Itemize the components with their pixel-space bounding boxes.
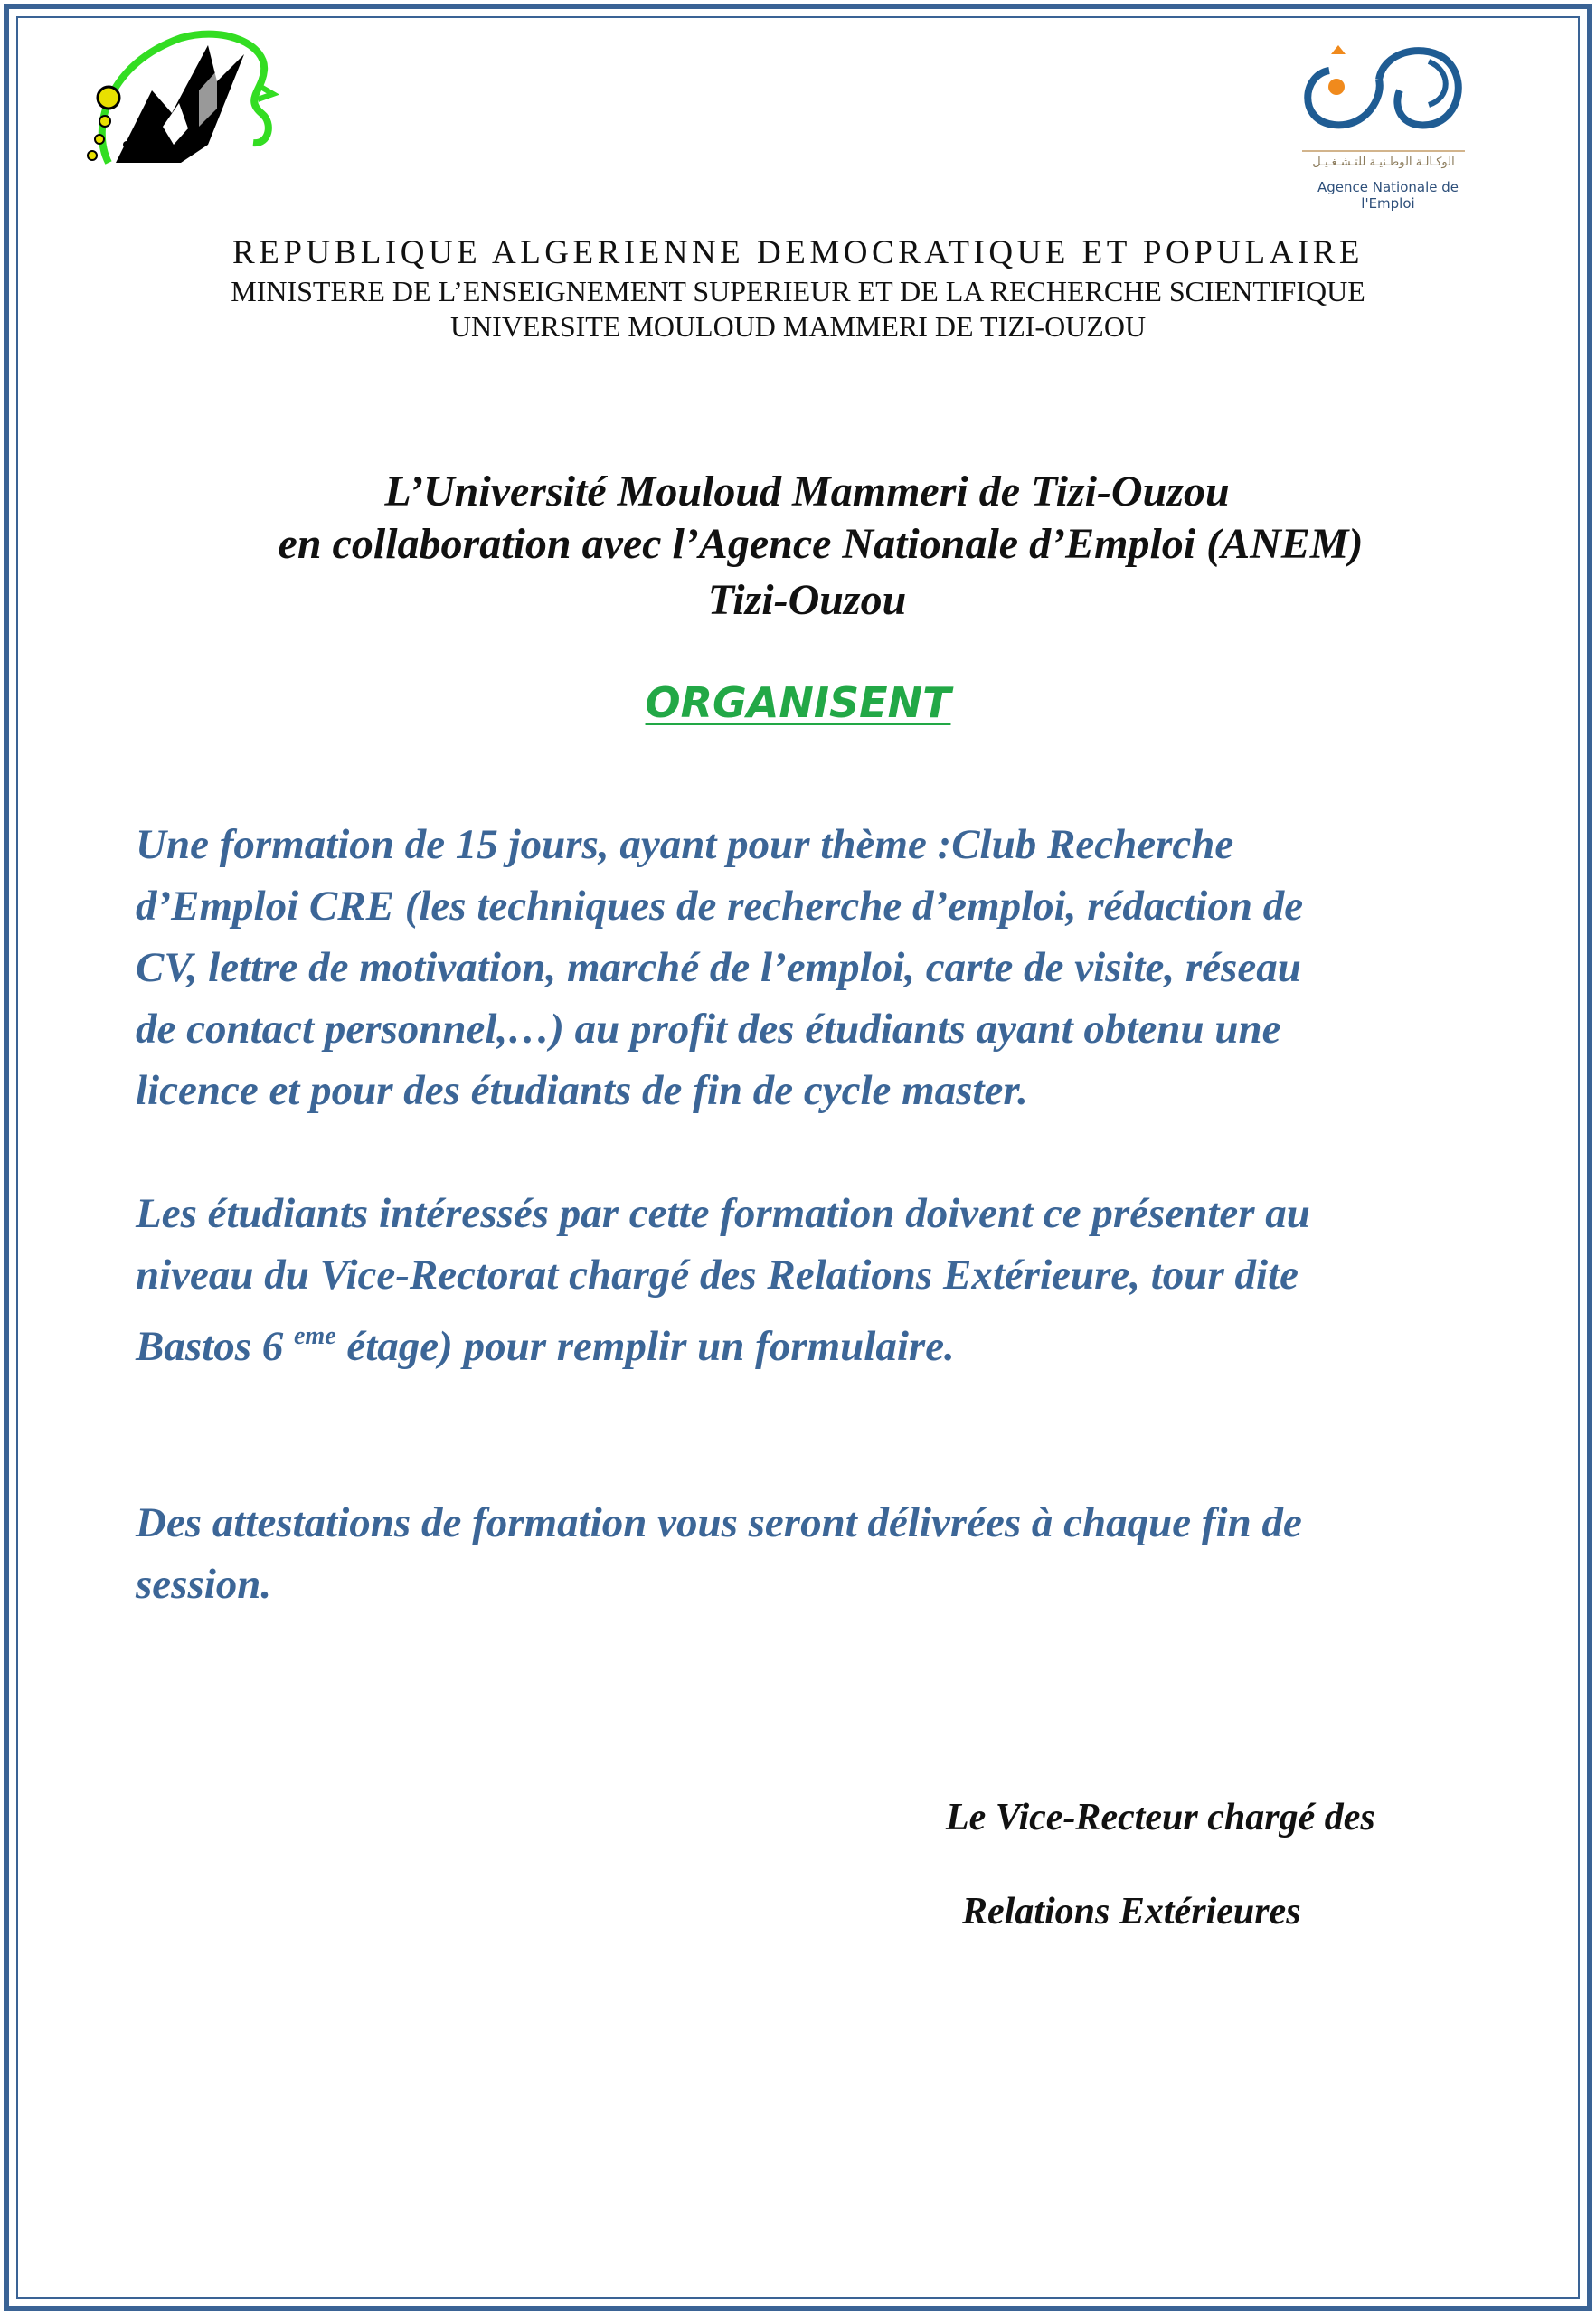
paragraph-certificates — [136, 1492, 1302, 1615]
anem-arabic-name: الوكـالـة الوطـنيـة للتـشـغـيـل — [1312, 156, 1455, 169]
paragraph-registration — [136, 1183, 1310, 1377]
title-line-3: Tizi-Ouzou — [707, 576, 907, 624]
paragraph-line: niveau du Vice-Rectorat chargé des Relations Extérieure, tour dite — [136, 1252, 1299, 1299]
paragraph-line: Les étudiants intéressés par cette formation doivent ce présenter au — [136, 1190, 1310, 1237]
paragraph-line: Une formation de 15 jours, ayant pour thème :Club Recherche — [136, 821, 1234, 868]
anem-caption: Agence Nationale de l'Emploi — [1317, 179, 1459, 212]
floor-text: Bastos 6 — [136, 1323, 284, 1370]
paragraph-line: Des attestations de formation vous seront délivrées à chaque fin de — [136, 1499, 1302, 1546]
university-emblem-icon — [72, 27, 280, 181]
title-line-1: L’Université Mouloud Mammeri de Tizi-Ouzou — [384, 468, 1230, 515]
paragraph-line — [136, 1306, 1310, 1377]
header-republic: REPUBLIQUE ALGERIENNE DEMOCRATIQUE ET POPULAIRE — [232, 234, 1364, 271]
signature-line-2: Relations Extérieures — [962, 1891, 1301, 1932]
floor-text-end: étage) pour remplir un formulaire. — [346, 1323, 955, 1370]
anem-emblem-icon — [1293, 34, 1483, 212]
paragraph-line: CV, lettre de motivation, marché de l’emploi, carte de visite, réseau — [136, 944, 1301, 991]
paragraph-line: session. — [136, 1561, 272, 1608]
header-university: UNIVERSITE MOULOUD MAMMERI DE TIZI-OUZOU — [449, 310, 1147, 343]
paragraph-line: de contact personnel,…) au profit des étudiants ayant obtenu une — [136, 1006, 1281, 1053]
signature-line-1: Le Vice-Recteur chargé des — [946, 1797, 1375, 1838]
title-line-2: en collaboration avec l’Agence Nationale d’Emploi (ANEM) — [278, 520, 1364, 568]
floor-superscript: eme — [294, 1322, 336, 1350]
paragraph-line: d’Emploi CRE (les techniques de recherche d’emploi, rédaction de — [136, 883, 1304, 930]
header-ministry: MINISTERE DE L’ENSEIGNEMENT SUPERIEUR ET DE LA RECHERCHE SCIENTIFIQUE — [231, 275, 1365, 307]
paragraph-training — [136, 814, 1303, 1121]
page-border-inner — [16, 16, 1580, 2299]
organisent-heading: ORGANISENT — [645, 678, 951, 727]
paragraph-line: licence et pour des étudiants de fin de cycle master. — [136, 1067, 1028, 1114]
anem-divider — [1302, 150, 1465, 152]
